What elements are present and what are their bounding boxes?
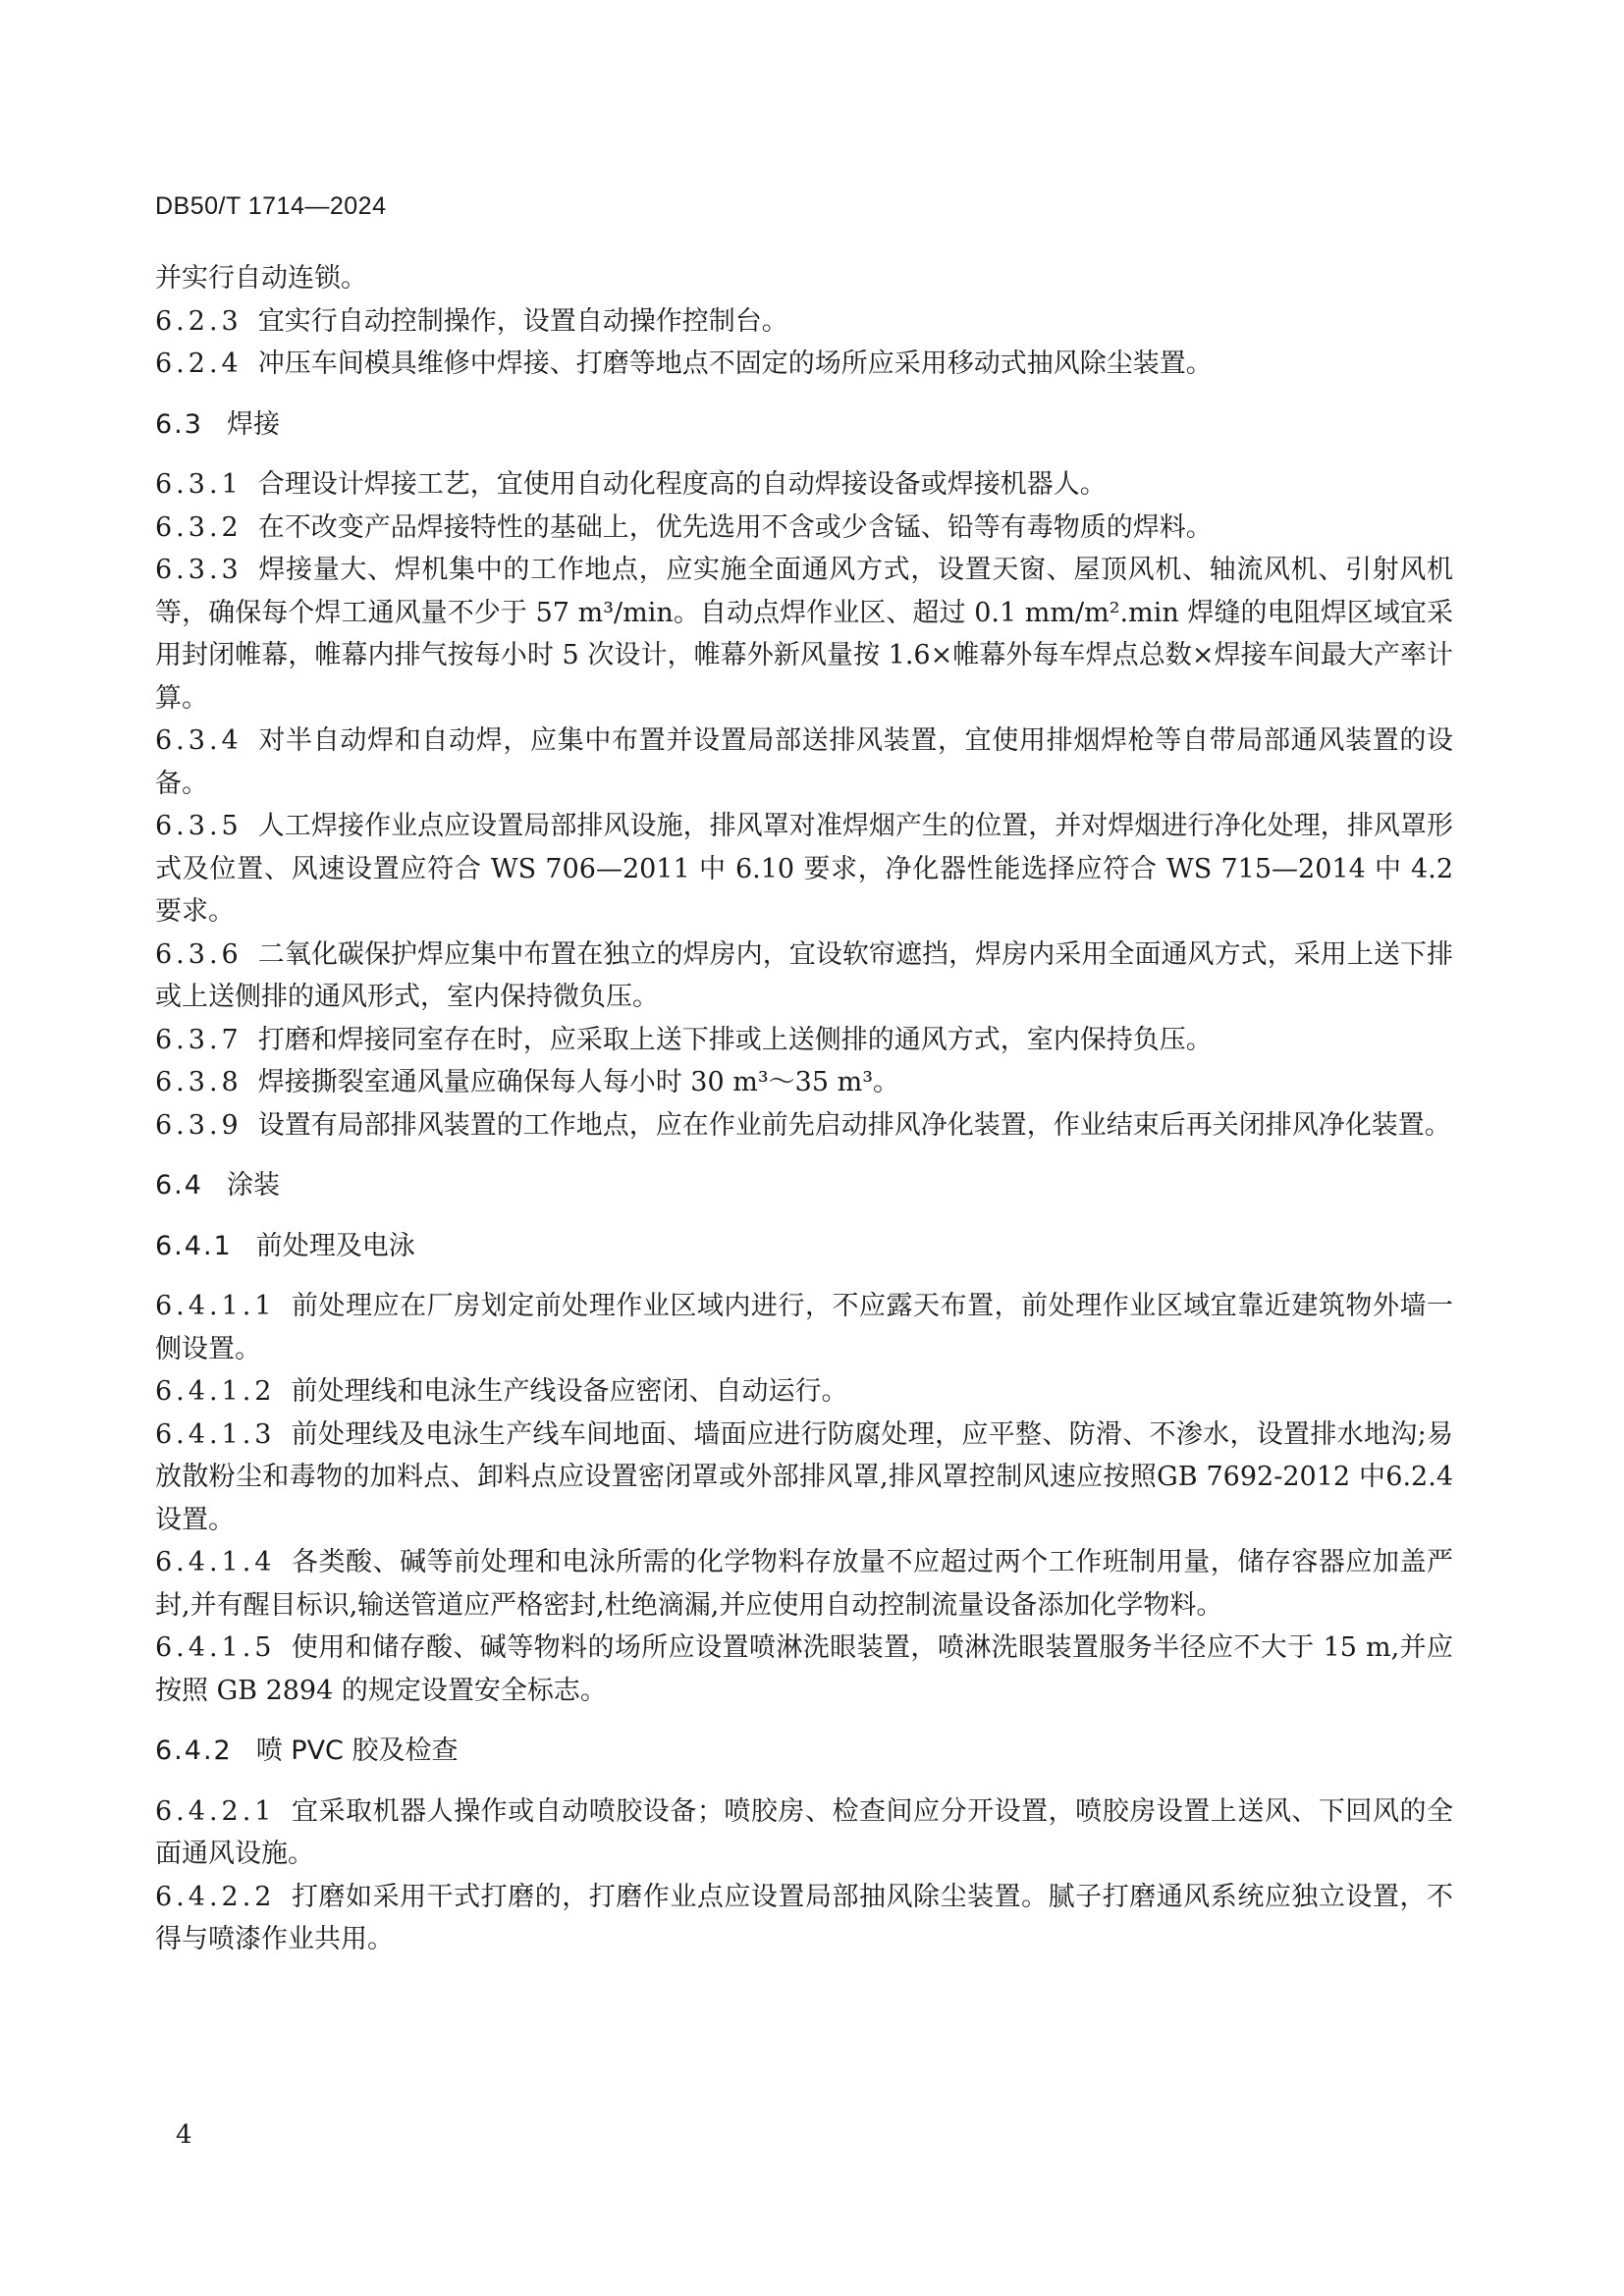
- clause-text: 使用和储存酸、碱等物料的场所应设置喷淋洗眼装置，喷淋洗眼装置服务半径应不大于 15 m,并应按照 GB 2894 的规定设置安全标志。: [155, 1632, 1453, 1706]
- clause-number: 6.3.3: [155, 555, 243, 585]
- clause-paragraph: [155, 1061, 1453, 1104]
- clause-number: 6.3.6: [155, 938, 243, 970]
- clause-text: 人工焊接作业点应设置局部排风设施，排风罩对准焊烟产生的位置，并对焊烟进行净化处理，排风罩形式及位置、风速设置应符合 WS 706—2011 中 6.10 要求，净化器性能选择应符合 WS 715—2014 中 4.2 要求。: [155, 811, 1453, 927]
- clause-paragraph: [155, 1370, 1453, 1414]
- clause-number: 6.4.1.4: [155, 1547, 276, 1577]
- clause-paragraph: [155, 720, 1453, 805]
- clause-text: 二氧化碳保护焊应集中布置在独立的焊房内，宜设软帘遮挡，焊房内采用全面通风方式，采用上送下排或上送侧排的通风形式，室内保持微负压。: [155, 938, 1453, 1012]
- heading-text: 涂装: [226, 1170, 280, 1201]
- clause-paragraph: [155, 343, 1453, 386]
- clause-number: 6.3.4: [155, 725, 243, 756]
- clause-text: 宜实行自动控制操作，设置自动操作控制台。: [257, 305, 788, 337]
- clause-paragraph: [155, 1876, 1453, 1961]
- clause-number: 6.3.1: [155, 469, 243, 500]
- clause-number: 6.4.1.2: [155, 1376, 276, 1407]
- clause-paragraph: [155, 934, 1453, 1019]
- clause-text: 宜采取机器人操作或自动喷胶设备；喷胶房、检查间应分开设置，喷胶房设置上送风、下回风的全面通风设施。: [155, 1795, 1453, 1869]
- clause-text: 焊接量大、焊机集中的工作地点，应实施全面通风方式，设置天窗、屋顶风机、轴流风机、引射风机等，确保每个焊工通风量不少于 57 m³/min。自动点焊作业区、超过 0.1 mm/m².min 焊缝的电阻焊区域宜采用封闭帷幕，帷幕内排气按每小时 5 次设计，帷幕外新风量按 1.6×帷幕外每车焊点总数×焊接车间最大产率计算。: [155, 555, 1453, 714]
- clause-text: 并实行自动连锁。: [155, 263, 367, 294]
- clause-number: 6.4.1.1: [155, 1291, 276, 1321]
- clause-text: 冲压车间模具维修中焊接、打磨等地点不固定的场所应采用移动式抽风除尘装置。: [257, 348, 1213, 379]
- clause-paragraph: [155, 507, 1453, 550]
- clause-text: 各类酸、碱等前处理和电泳所需的化学物料存放量不应超过两个工作班制用量，储存容器应加盖严封,并有醒目标识,输送管道应严格密封,杜绝滴漏,并应使用自动控制流量设备添加化学物料。: [155, 1547, 1453, 1621]
- clause-number: 6.3.2: [155, 511, 243, 543]
- clause-paragraph: [155, 549, 1453, 720]
- clause-number: 6.3.8: [155, 1067, 243, 1097]
- clause-paragraph: [155, 1019, 1453, 1062]
- clause-paragraph: [155, 1285, 1453, 1370]
- heading-text: 前处理及电泳: [255, 1230, 415, 1261]
- clause-paragraph: [155, 300, 1453, 344]
- document-id-header: DB50/T 1714—2024: [155, 192, 387, 220]
- clause-number: 6.4.2.1: [155, 1795, 276, 1827]
- clause-paragraph: [155, 805, 1453, 934]
- clause-paragraph: [155, 1104, 1453, 1148]
- clause-number: 6.3.9: [155, 1109, 243, 1141]
- clause-number: 6.4.1: [155, 1230, 233, 1261]
- clause-number: 6.3.7: [155, 1024, 243, 1055]
- clause-text: 在不改变产品焊接特性的基础上，优先选用不含或少含锰、铅等有毒物质的焊料。: [257, 511, 1213, 543]
- heading-text: 喷 PVC 胶及检查: [255, 1735, 459, 1766]
- clause-text: 设置有局部排风装置的工作地点，应在作业前先启动排风净化装置，作业结束后再关闭排风净化装置。: [257, 1109, 1451, 1141]
- clause-number: 6.4.2: [155, 1735, 233, 1766]
- clause-number: 6.2.4: [155, 348, 243, 379]
- clause-paragraph: [155, 1790, 1453, 1876]
- clause-paragraph: [155, 1541, 1453, 1627]
- page-number: 4: [176, 2120, 192, 2150]
- heading-text: 焊接: [226, 408, 280, 440]
- clause-text: 前处理线及电泳生产线车间地面、墙面应进行防腐处理，应平整、防滑、不渗水，设置排水地沟;易放散粉尘和毒物的加料点、卸料点应设置密闭罩或外部排风罩,排风罩控制风速应按照GB 7692-2012 中6.2.4 设置。: [155, 1418, 1453, 1535]
- clause-number: 6.4.2.2: [155, 1881, 276, 1912]
- section-heading: [155, 1225, 1453, 1268]
- clause-text: 打磨如采用干式打磨的，打磨作业点应设置局部抽风除尘装置。腻子打磨通风系统应独立设置，不得与喷漆作业共用。: [155, 1881, 1453, 1954]
- clause-number: 6.2.3: [155, 305, 243, 337]
- clause-paragraph: [155, 1414, 1453, 1542]
- clause-text: 前处理线和电泳生产线设备应密闭、自动运行。: [291, 1376, 848, 1407]
- section-heading: [155, 1730, 1453, 1773]
- document-body: [155, 257, 1453, 1961]
- clause-paragraph: [155, 257, 1453, 300]
- section-heading: [155, 403, 1453, 447]
- clause-number: 6.3.5: [155, 811, 243, 841]
- clause-number: 6.4.1.3: [155, 1418, 276, 1450]
- clause-number: 6.4: [155, 1170, 203, 1201]
- clause-number: 6.4.1.5: [155, 1632, 276, 1663]
- section-heading: [155, 1164, 1453, 1207]
- clause-text: 对半自动焊和自动焊，应集中布置并设置局部送排风装置，宜使用排烟焊枪等自带局部通风装置的设备。: [155, 725, 1453, 799]
- clause-paragraph: [155, 1627, 1453, 1712]
- clause-text: 焊接撕裂室通风量应确保每人每小时 30 m³～35 m³。: [257, 1067, 900, 1097]
- clause-text: 打磨和焊接同室存在时，应采取上送下排或上送侧排的通风方式，室内保持负压。: [257, 1024, 1213, 1055]
- clause-text: 合理设计焊接工艺，宜使用自动化程度高的自动焊接设备或焊接机器人。: [257, 469, 1107, 500]
- clause-number: 6.3: [155, 408, 203, 440]
- clause-paragraph: [155, 463, 1453, 507]
- clause-text: 前处理应在厂房划定前处理作业区域内进行，不应露天布置，前处理作业区域宜靠近建筑物外墙一侧设置。: [155, 1291, 1453, 1364]
